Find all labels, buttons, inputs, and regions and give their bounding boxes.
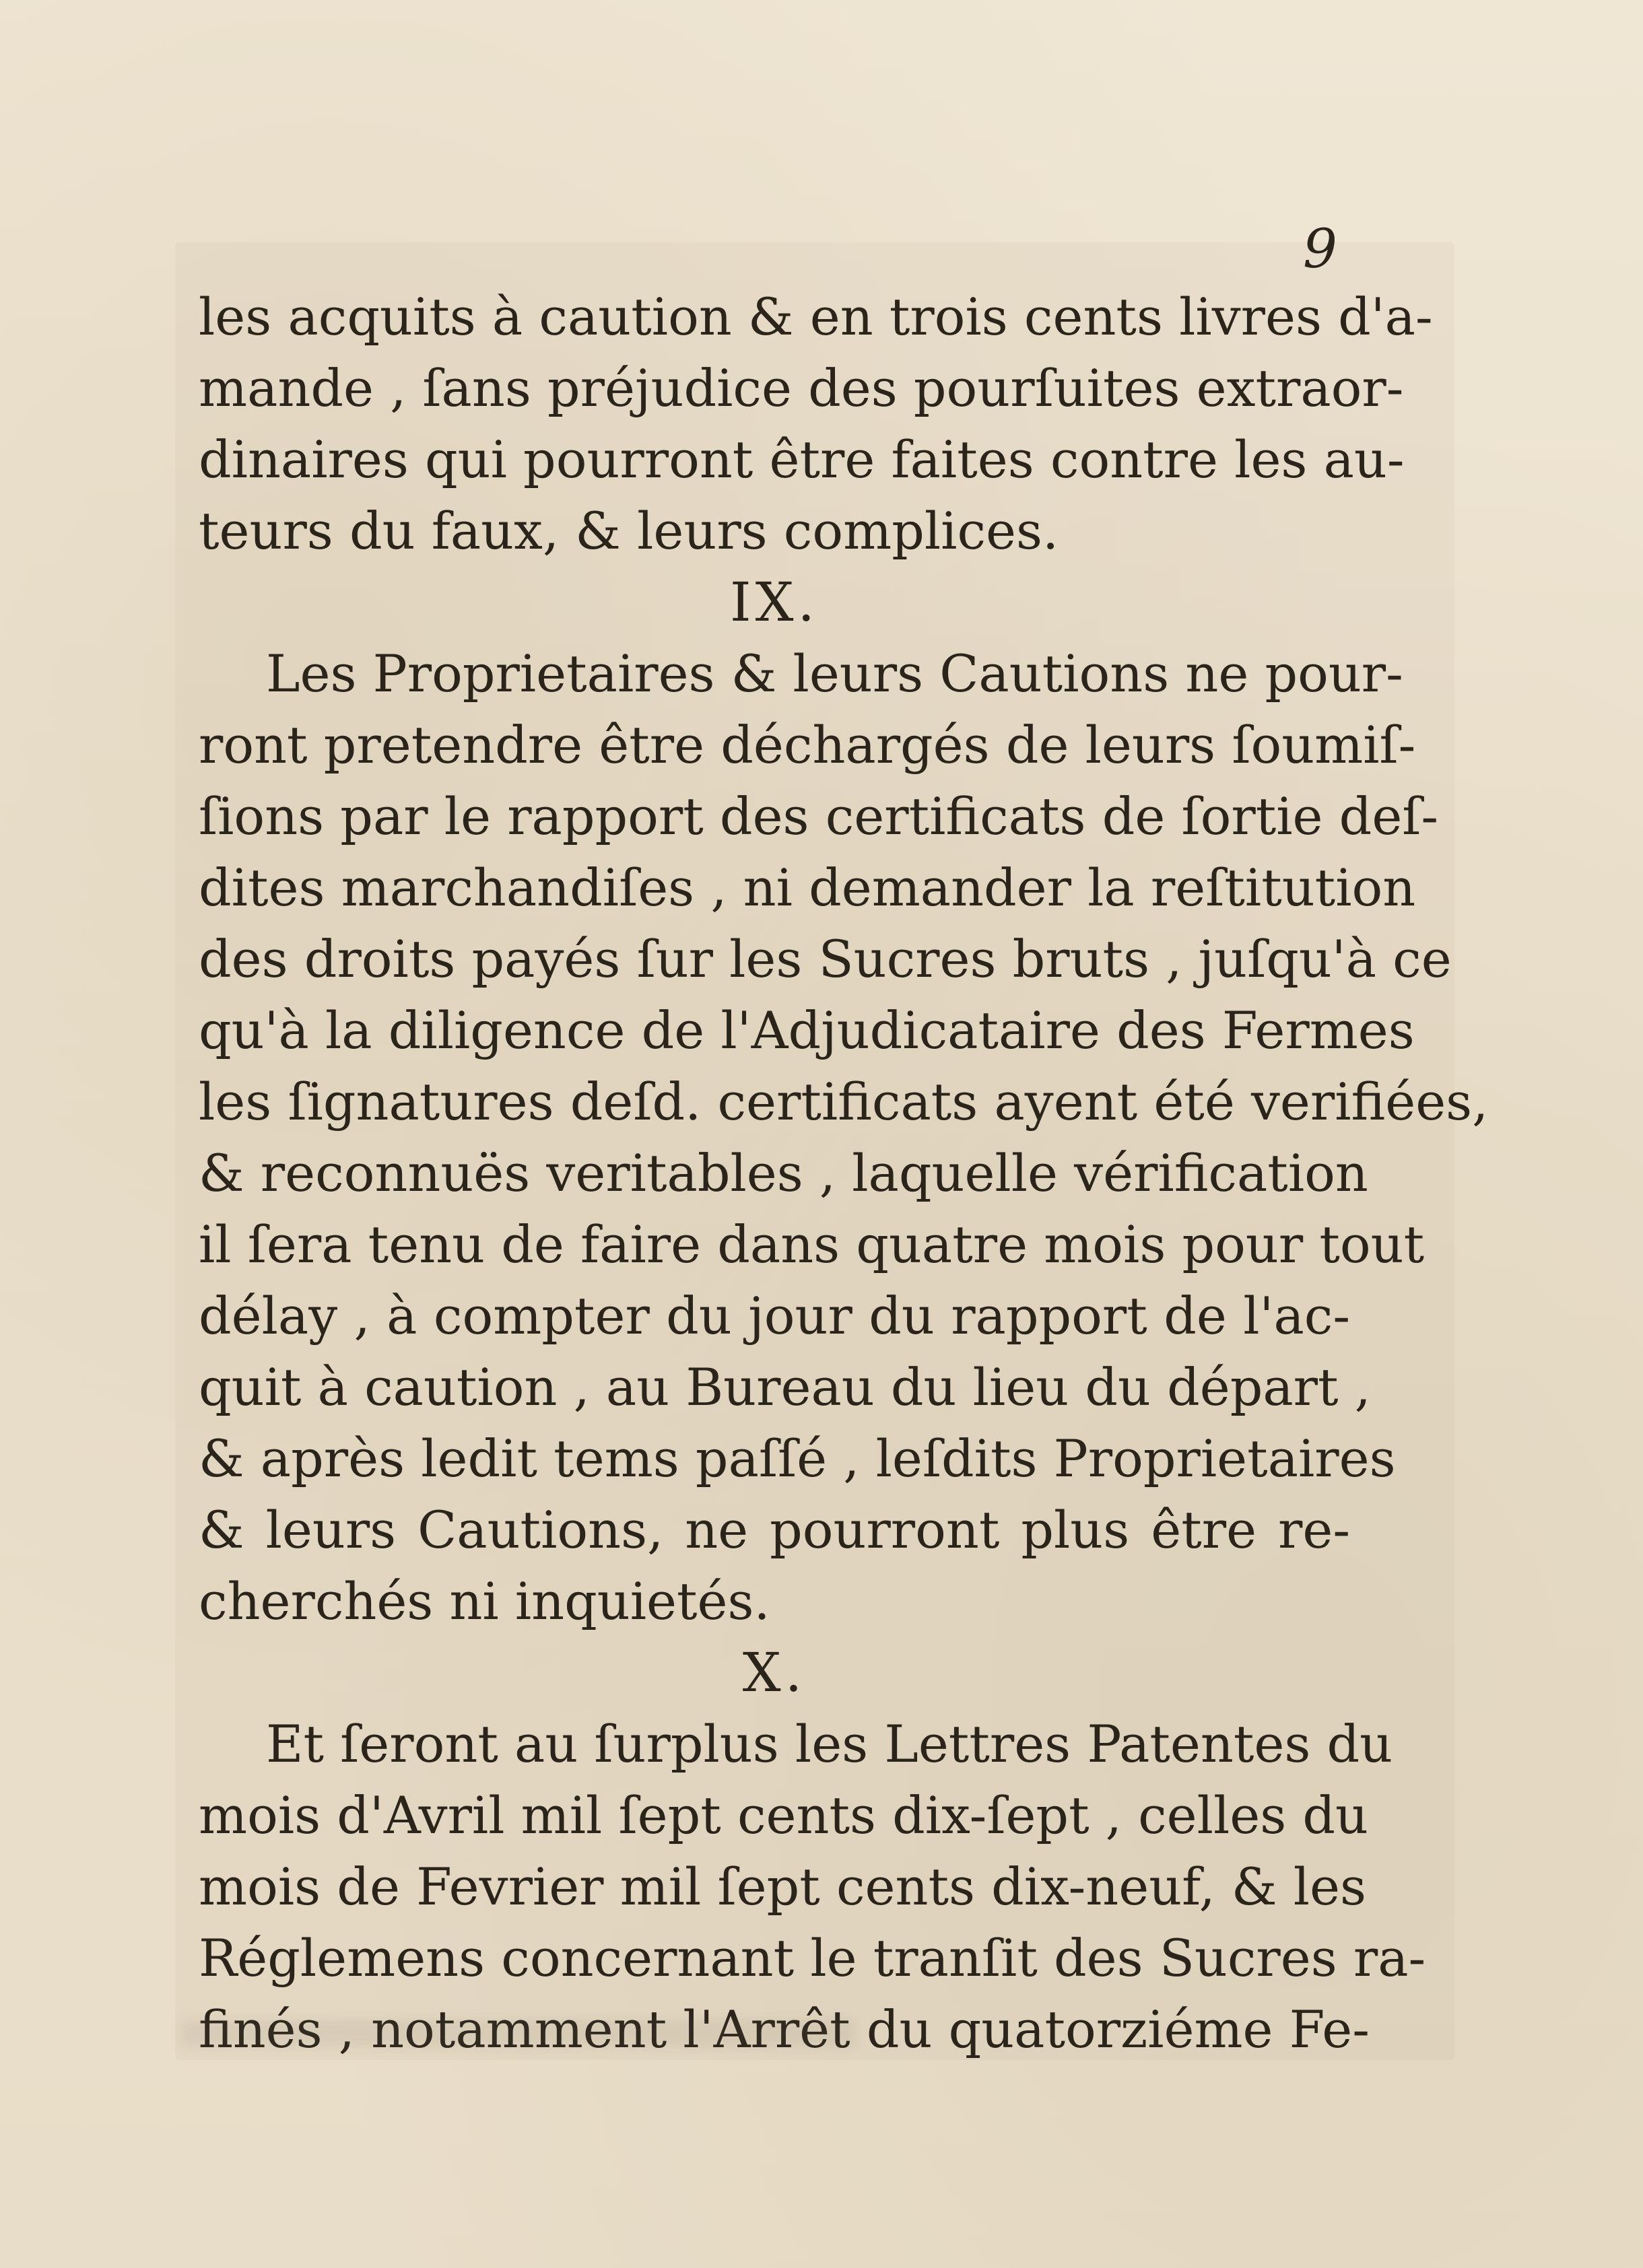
text-line: Et ſeront au ſurplus les Lettres Patentes du <box>266 1714 1393 1774</box>
text-line: teurs du faux, & leurs complices. <box>199 501 1059 561</box>
text-line: & reconnuës veritables , laquelle vérification <box>199 1143 1368 1203</box>
text-line: dinaires qui pourront être faites contre les au- <box>199 429 1405 489</box>
text-line: mois de Fevrier mil ſept cents dix-neuf, & les <box>199 1857 1367 1917</box>
body-text <box>199 281 1489 2065</box>
text-line: il ſera tenu de faire dans quatre mois pour tout <box>199 1214 1425 1274</box>
text-line: dites marchandiſes , ni demander la reſtitution <box>199 858 1416 918</box>
text-line: délay , à compter du jour du rapport de l'ac- <box>199 1286 1350 1346</box>
text-line: cherchés ni inquietés. <box>199 1571 770 1631</box>
bleed-through-smudge <box>182 2020 855 2047</box>
article-heading: X. <box>742 1641 807 1704</box>
text-line: les acquits à caution & en trois cents livres d'a- <box>199 287 1433 347</box>
text-line: Les Proprietaires & leurs Cautions ne pour- <box>266 644 1403 703</box>
text-line: mois d'Avril mil ſept cents dix-ſept , celles du <box>199 1785 1368 1845</box>
text-line: mande , ſans préjudice des pourſuites extraor- <box>199 358 1404 418</box>
text-line: qu'à la diligence de l'Adjudicataire des Fermes <box>199 1000 1415 1060</box>
text-line: des droits payés ſur les Sucres bruts , juſqu'à ce <box>199 929 1452 989</box>
text-line: quit à caution , au Bureau du lieu du départ , <box>199 1357 1371 1417</box>
text-line: ſions par le rapport des certificats de ſortie deſ- <box>199 786 1439 846</box>
text-line: & leurs Cautions, ne pourront plus être re- <box>199 1500 1350 1560</box>
page-number: 9 <box>1303 217 1337 280</box>
text-line: finés , notamment l'Arrêt du quatorziéme Fe- <box>199 1999 1370 2059</box>
text-line: ront pretendre être déchargés de leurs ſoumiſ- <box>199 715 1416 775</box>
text-line: Réglemens concernant le tranſit des Sucres ra- <box>199 1928 1426 1988</box>
text-line: les ſignatures deſd. certificats ayent été verifiées, <box>199 1072 1489 1132</box>
text-line: & après ledit tems paſſé , leſdits Proprietaires <box>199 1429 1396 1488</box>
article-heading: IX. <box>730 571 819 633</box>
